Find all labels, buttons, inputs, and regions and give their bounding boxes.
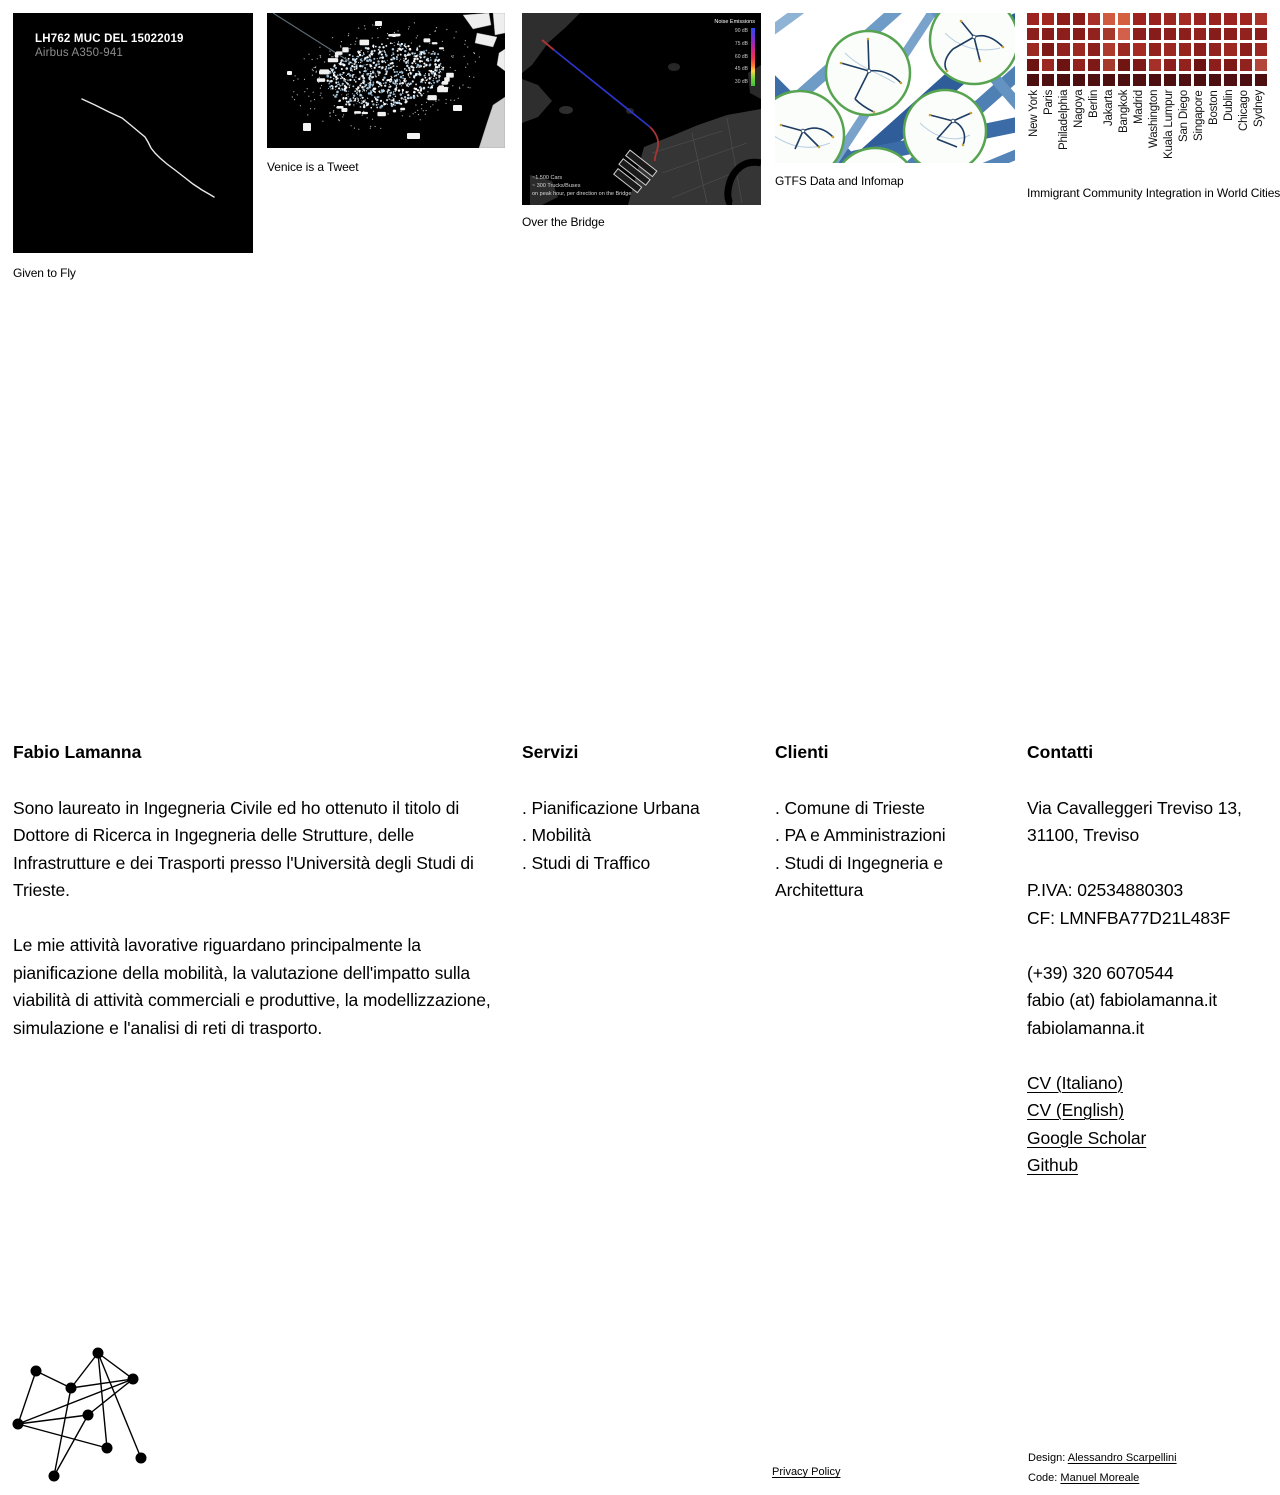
heatmap-city-label: Paris <box>1043 89 1055 116</box>
heatmap-cell <box>1103 59 1115 71</box>
noise-legend <box>714 19 755 86</box>
contact-address <box>1027 795 1267 850</box>
network-graph-logo <box>8 1336 163 1491</box>
heatmap-cell <box>1133 74 1145 86</box>
bridge-note-line: ~1.500 Cars <box>532 175 563 181</box>
heatmap-city-label: Madrid <box>1133 89 1145 124</box>
design-credit-link[interactable]: Alessandro Scarpellini <box>1067 1452 1177 1464</box>
design-credit-label: Design: <box>1028 1452 1066 1464</box>
flight-overlay <box>35 32 184 60</box>
clients-heading: Clienti <box>775 742 829 762</box>
heatmap-cell <box>1240 74 1252 86</box>
heatmap-city-label: Chicago <box>1238 89 1250 131</box>
heatmap-cell <box>1194 28 1206 40</box>
contact-link[interactable]: Google Scholar <box>1027 1127 1147 1148</box>
heatmap-cell <box>1073 43 1085 55</box>
heatmap-city-label: Boston <box>1208 89 1220 125</box>
heatmap-cell <box>1057 13 1069 25</box>
heatmap-city-label: Kuala Lumpur <box>1163 89 1175 160</box>
heatmap-city-labels <box>1027 90 1267 174</box>
heatmap-cell <box>1240 13 1252 25</box>
heatmap-cell <box>1103 74 1115 86</box>
heatmap-cell <box>1057 74 1069 86</box>
heatmap-cell <box>1164 74 1176 86</box>
about-paragraph-2: Le mie attività lavorative riguardano principalmente la pianificazione della mobilità, la valutazione dell'impatto sulla viabilità di attività commerciali e produttive, la modellizzazione, simulazione e l'analisi di reti di trasporto. <box>13 935 491 1038</box>
heatmap-cell <box>1042 28 1054 40</box>
heatmap-city-label: New York <box>1028 89 1040 137</box>
code-credit-label: Code: <box>1028 1472 1058 1484</box>
contact-channel-line: fabio (at) fabiolamanna.it <box>1027 990 1218 1010</box>
heatmap-grid <box>1027 13 1267 86</box>
heatmap-cell <box>1088 28 1100 40</box>
heatmap-city-label: Jakarta <box>1103 89 1115 127</box>
heatmap-cell <box>1133 13 1145 25</box>
heatmap-cell <box>1240 59 1252 71</box>
contact-fiscal <box>1027 877 1267 932</box>
heatmap-cell <box>1042 74 1054 86</box>
clients-list <box>775 795 971 905</box>
service-item: . Pianificazione Urbana <box>522 797 700 818</box>
heatmap-cell <box>1149 28 1161 40</box>
heatmap-city-label: Singapore <box>1193 89 1205 141</box>
heatmap-cell <box>1073 13 1085 25</box>
heatmap-cell <box>1194 74 1206 86</box>
infomap-graphic <box>775 13 1015 163</box>
noise-legend-label: 75 dB <box>734 40 748 47</box>
heatmap-cell <box>1149 74 1161 86</box>
noise-legend-labels <box>735 28 751 86</box>
heatmap-city-label: Bangkok <box>1118 89 1130 134</box>
heatmap-cell <box>1209 59 1221 71</box>
noise-colorbar <box>751 28 755 86</box>
heatmap-cell <box>1103 43 1115 55</box>
project-title[interactable]: Over the Bridge <box>522 215 605 229</box>
project-title[interactable]: Venice is a Tweet <box>267 160 359 174</box>
heatmap-cell <box>1042 13 1054 25</box>
heatmap-cell <box>1057 43 1069 55</box>
heatmap-cell <box>1194 43 1206 55</box>
flight-code-label: LH762 MUC DEL 15022019 <box>35 33 184 45</box>
heatmap-cell <box>1224 13 1236 25</box>
heatmap-cell <box>1255 74 1267 86</box>
heatmap-city-label: Nagoya <box>1073 89 1085 129</box>
heatmap-cell <box>1164 13 1176 25</box>
heatmap-cell <box>1118 59 1130 71</box>
heatmap-cell <box>1073 59 1085 71</box>
heatmap-cell <box>1103 13 1115 25</box>
client-item: . Comune di Trieste <box>775 797 925 818</box>
heatmap-cell <box>1057 28 1069 40</box>
service-item: . Studi di Traffico <box>522 852 651 873</box>
heatmap-cell <box>1027 43 1039 55</box>
heatmap-cell <box>1240 43 1252 55</box>
heatmap-cell <box>1073 74 1085 86</box>
heatmap-cell <box>1118 28 1130 40</box>
contact-channel-line: (+39) 320 6070544 <box>1027 962 1174 983</box>
privacy-policy-link[interactable]: Privacy Policy <box>772 1466 841 1478</box>
venice-map-graphic <box>267 13 505 148</box>
services-section <box>522 739 762 877</box>
heatmap-cell <box>1164 43 1176 55</box>
heatmap-cell <box>1057 59 1069 71</box>
contact-link[interactable]: Github <box>1027 1155 1078 1175</box>
heatmap-city-label: Sydney <box>1253 89 1265 128</box>
heatmap-city-label: Berlin <box>1088 89 1100 119</box>
heatmap-cell <box>1164 59 1176 71</box>
heatmap-cell <box>1209 74 1221 86</box>
address-line: Via Cavalleggeri Treviso 13, <box>1027 797 1242 818</box>
heatmap-cell <box>1179 74 1191 86</box>
bridge-note-line: on peak hour, per direction on the Bridge <box>532 191 632 197</box>
noise-legend-label: 45 dB <box>734 66 748 73</box>
heatmap-cell <box>1133 59 1145 71</box>
heatmap-cell <box>1209 43 1221 55</box>
contacts-section <box>1027 739 1267 1180</box>
heatmap-cell <box>1224 74 1236 86</box>
heatmap-city-label: Washington <box>1148 89 1160 149</box>
heatmap-cell <box>1224 43 1236 55</box>
fiscal-line: CF: LMNFBA77D21L483F <box>1027 907 1231 928</box>
heatmap-cell <box>1179 43 1191 55</box>
project-thumbnail-immigrant-heatmap[interactable] <box>1027 13 1280 174</box>
project-thumbnail-venice-is-a-tweet[interactable] <box>267 13 505 148</box>
clients-section <box>775 739 971 905</box>
noise-legend-label: 60 dB <box>734 53 748 60</box>
service-item: . Mobilità <box>522 825 592 845</box>
heatmap-cell <box>1088 59 1100 71</box>
client-item: . PA e Amministrazioni <box>775 825 946 845</box>
heatmap-cell <box>1133 43 1145 55</box>
heatmap-cell <box>1255 59 1267 71</box>
heatmap-cell <box>1179 13 1191 25</box>
contact-link[interactable]: CV (English) <box>1027 1100 1125 1120</box>
heatmap-cell <box>1255 43 1267 55</box>
heatmap-cell <box>1027 74 1039 86</box>
about-heading: Fabio Lamanna <box>13 742 142 762</box>
project-title[interactable]: Immigrant Community Integration in World Cities <box>1027 186 1280 200</box>
heatmap-cell <box>1103 28 1115 40</box>
heatmap-cell <box>1027 13 1039 25</box>
heatmap-cell <box>1073 28 1085 40</box>
heatmap-cell <box>1149 43 1161 55</box>
address-line: 31100, Treviso <box>1027 825 1140 845</box>
heatmap-cell <box>1224 28 1236 40</box>
heatmap-cell <box>1149 59 1161 71</box>
heatmap-city-label: Philadelphia <box>1058 89 1070 151</box>
services-list <box>522 795 762 878</box>
noise-legend-title: Noise Emissions <box>714 19 755 25</box>
heatmap-cell <box>1179 59 1191 71</box>
heatmap-cell <box>1194 59 1206 71</box>
about-paragraph-1: Sono laureato in Ingegneria Civile ed ho ottenuto il titolo di Dottore di Ricerca in Ingegneria delle Strutture, delle Infrastrutture e dei Trasporti presso l'Università degli Studi di Trieste. <box>13 797 474 900</box>
fiscal-line: P.IVA: 02534880303 <box>1027 880 1184 900</box>
heatmap-cell <box>1042 59 1054 71</box>
noise-legend-label: 90 dB <box>734 28 748 34</box>
heatmap-cell <box>1224 59 1236 71</box>
heatmap-cell <box>1209 13 1221 25</box>
heatmap-cell <box>1149 13 1161 25</box>
heatmap-cell <box>1194 13 1206 25</box>
heatmap-city-label: Dublin <box>1223 89 1235 122</box>
heatmap-cell <box>1027 28 1039 40</box>
heatmap-cell <box>1255 13 1267 25</box>
contact-link[interactable]: CV (Italiano) <box>1027 1072 1123 1093</box>
bridge-note-line: ~ 300 Trucks/Buses <box>532 183 581 189</box>
contact-links <box>1027 1070 1267 1180</box>
heatmap-cell <box>1042 43 1054 55</box>
heatmap-cell <box>1118 74 1130 86</box>
heatmap-city-label: San Diego <box>1178 89 1190 142</box>
heatmap-cell <box>1118 43 1130 55</box>
heatmap-cell <box>1179 28 1191 40</box>
heatmap-cell <box>1088 43 1100 55</box>
noise-legend-label: 30 dB <box>734 79 748 85</box>
heatmap-cell <box>1088 13 1100 25</box>
heatmap-cell <box>1133 28 1145 40</box>
contacts-heading: Contatti <box>1027 742 1094 762</box>
client-item: . Studi di Ingegneria e Architettura <box>775 852 943 900</box>
credits <box>1028 1448 1177 1488</box>
project-title[interactable]: GTFS Data and Infomap <box>775 174 904 188</box>
bridge-notes <box>532 174 631 198</box>
heatmap-cell <box>1118 13 1130 25</box>
project-title[interactable]: Given to Fly <box>13 266 76 280</box>
contact-channels <box>1027 960 1267 1043</box>
project-thumbnail-given-to-fly[interactable] <box>13 13 253 253</box>
contact-channel-line: fabiolamanna.it <box>1027 1017 1145 1038</box>
about-section <box>13 739 513 1070</box>
heatmap-cell <box>1255 28 1267 40</box>
code-credit-link[interactable]: Manuel Moreale <box>1060 1472 1140 1484</box>
heatmap-cell <box>1240 28 1252 40</box>
project-thumbnail-gtfs-infomap[interactable] <box>775 13 1015 163</box>
services-heading: Servizi <box>522 742 579 762</box>
project-thumbnail-over-the-bridge[interactable] <box>522 13 761 205</box>
heatmap-cell <box>1088 74 1100 86</box>
heatmap-cell <box>1209 28 1221 40</box>
aircraft-type-label: Airbus A350-941 <box>35 47 124 59</box>
heatmap-cell <box>1164 28 1176 40</box>
heatmap-cell <box>1027 59 1039 71</box>
